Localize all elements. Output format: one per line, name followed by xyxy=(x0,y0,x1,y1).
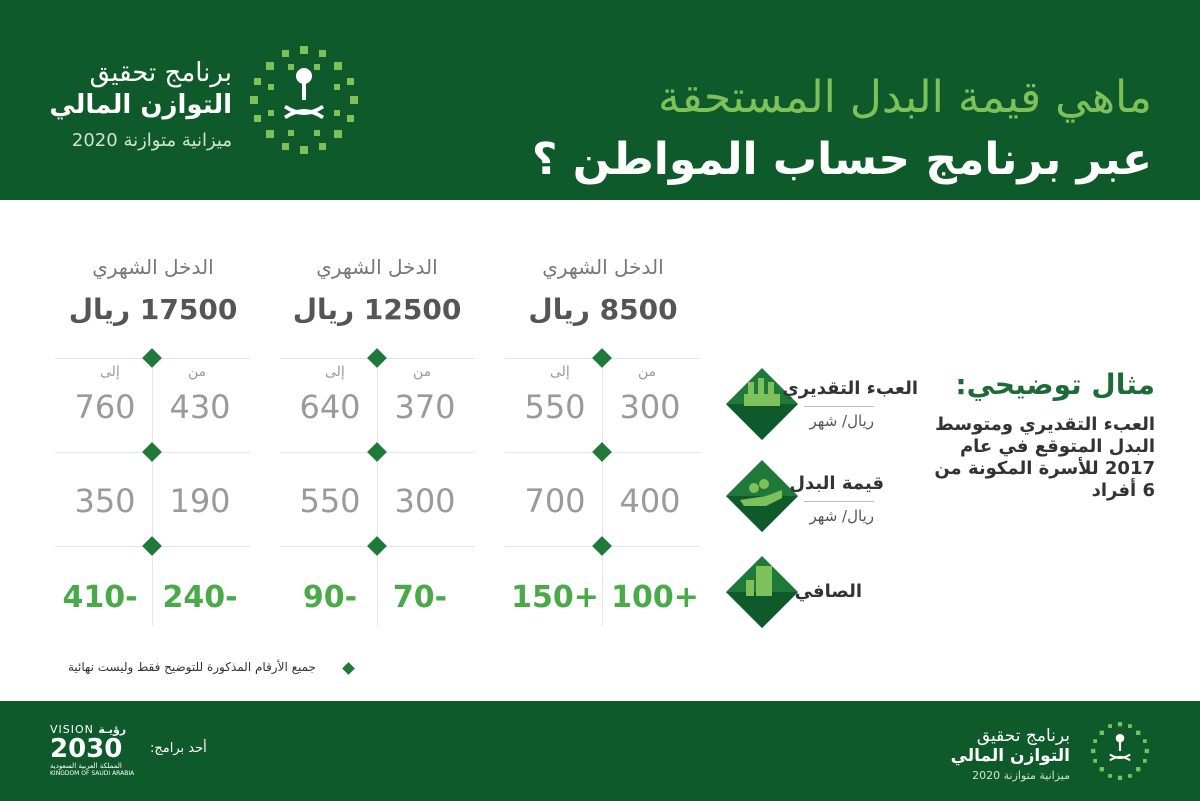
net-to-value: 410- xyxy=(62,580,138,615)
vision-ar: رؤيـة xyxy=(98,723,127,736)
from-label: من xyxy=(188,364,207,380)
diamond-marker xyxy=(142,442,162,462)
allowance-to-value: 350 xyxy=(74,482,136,520)
legend-label: العبء التقديري xyxy=(782,378,918,399)
kingdom-en: KINGDOM OF SAUDI ARABIA xyxy=(50,770,135,777)
to-label: إلى xyxy=(325,364,345,380)
burden-from-value: 430 xyxy=(169,388,231,426)
hand-coins-icon xyxy=(726,460,798,532)
kingdom-ar: المملكة العربية السعودية xyxy=(50,762,122,770)
page-title-line2: عبر برنامج حساب المواطن ؟ xyxy=(531,134,1152,185)
from-label: من xyxy=(413,364,432,380)
income-label: الدخل الشهري xyxy=(542,255,664,279)
legend-unit: ريال/ شهر xyxy=(809,412,874,430)
income-column xyxy=(48,255,258,326)
legend-divider xyxy=(804,501,874,502)
disclaimer-note: جميع الأرقام المذكورة للتوضيح فقط وليست نهائية xyxy=(68,660,316,674)
burden-to-value: 550 xyxy=(524,388,586,426)
net-from-value: 70- xyxy=(392,580,448,615)
footer-logo-line2: التوازن المالي xyxy=(950,746,1070,766)
allowance-to-value: 550 xyxy=(299,482,361,520)
allowance-to-value: 700 xyxy=(524,482,586,520)
page-title-line1: ماهي قيمة البدل المستحقة xyxy=(658,72,1152,123)
to-label: إلى xyxy=(550,364,570,380)
diamond-marker xyxy=(367,442,387,462)
diamond-marker xyxy=(592,536,612,556)
vision-en: VISION xyxy=(50,723,94,736)
diamond-marker xyxy=(367,536,387,556)
legend-unit: ريال/ شهر xyxy=(809,507,874,525)
header-banner xyxy=(0,0,1200,200)
program-emblem-icon xyxy=(248,44,360,156)
burden-to-value: 640 xyxy=(299,388,361,426)
income-label: الدخل الشهري xyxy=(316,255,438,279)
allowance-from-value: 400 xyxy=(619,482,681,520)
burden-to-value: 760 xyxy=(74,388,136,426)
vision-year: 2030 xyxy=(50,734,123,764)
from-label: من xyxy=(638,364,657,380)
example-title: مثال توضيحي: xyxy=(955,368,1155,401)
net-icon xyxy=(726,556,798,628)
footer-banner xyxy=(0,701,1200,801)
allowance-from-value: 300 xyxy=(394,482,456,520)
diamond-marker xyxy=(592,348,612,368)
net-from-value: 100+ xyxy=(611,580,699,615)
net-to-value: 150+ xyxy=(511,580,599,615)
header-logo-line2: التوازن المالي xyxy=(49,90,232,120)
burden-from-value: 370 xyxy=(394,388,456,426)
burden-from-value: 300 xyxy=(619,388,681,426)
example-body: العبء التقديري ومتوسط البدل المتوقع في عام 2017 للأسرة المكونة من 6 أفراد xyxy=(934,414,1155,501)
footer-emblem-icon xyxy=(1090,721,1150,781)
footer-logo-line3: ميزانية متوازنة 2020 xyxy=(972,769,1070,782)
income-value: 17500 ريال xyxy=(68,293,238,326)
diamond-marker xyxy=(367,348,387,368)
header-logo-line3: ميزانية متوازنة 2020 xyxy=(71,130,232,151)
header-logo-line1: برنامج تحقيق xyxy=(89,58,232,88)
income-column xyxy=(498,255,708,326)
legend-label: قيمة البدل xyxy=(789,473,884,494)
net-from-value: 240- xyxy=(162,580,238,615)
allowance-from-value: 190 xyxy=(169,482,231,520)
note-bullet xyxy=(342,662,355,675)
legend-divider xyxy=(804,406,874,407)
footer-logo-line1: برنامج تحقيق xyxy=(976,726,1070,746)
income-column xyxy=(272,255,482,326)
net-to-value: 90- xyxy=(302,580,358,615)
diamond-marker xyxy=(142,536,162,556)
program-of-label: أحد برامج: xyxy=(150,741,207,756)
to-label: إلى xyxy=(100,364,120,380)
diamond-marker xyxy=(142,348,162,368)
income-value: 8500 ريال xyxy=(528,293,678,326)
diamond-marker xyxy=(592,442,612,462)
income-label: الدخل الشهري xyxy=(92,255,214,279)
legend-label: الصافي xyxy=(794,581,862,602)
income-value: 12500 ريال xyxy=(292,293,462,326)
vision-logo xyxy=(50,723,150,777)
